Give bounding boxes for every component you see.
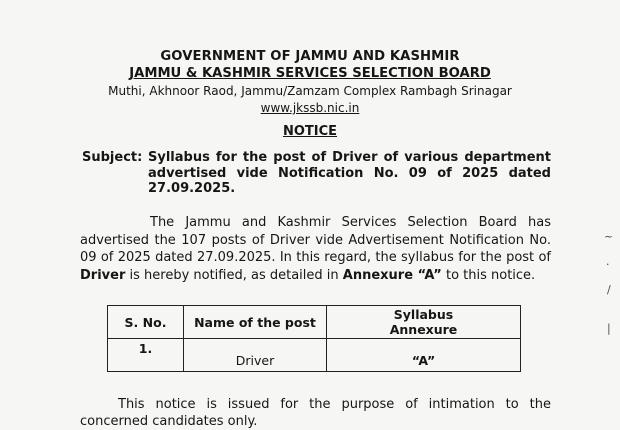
board-heading: JAMMU & KASHMIR SERVICES SELECTION BOARD [129, 66, 491, 81]
margin-mark: ~ [604, 230, 614, 243]
body-text-c: is hereby notified, as detailed in [125, 267, 343, 283]
header-post-name: Name of the post [184, 306, 327, 339]
header-sno: S. No. [108, 306, 184, 339]
header-syllabus-annexure-text: Syllabus Annexure [389, 307, 458, 337]
header-syllabus-annexure [327, 306, 521, 339]
syllabus-table [107, 305, 521, 372]
body-text-a: The Jammu and Kashmir Services Selection Board has advertised the 107 posts of Driver vide Advertisement Notification No. 09 of 2025 dated 27.09.2025. In this regard, the syllabus for the post of [80, 215, 551, 265]
margin-mark: | [607, 322, 611, 335]
closing-text: This notice is issued for the purpose of intimation to the concerned candidates only. [80, 397, 551, 429]
cell-annexure: “A” [327, 339, 521, 372]
govt-heading: GOVERNMENT OF JAMMU AND KASHMIR [160, 49, 460, 64]
table-row [108, 339, 521, 372]
notice-title: NOTICE [282, 124, 338, 139]
subject-label: Subject: [82, 150, 143, 165]
body-text-e: to this notice. [441, 267, 536, 283]
body-post-name: Driver [80, 267, 126, 283]
body-annexure-ref: Annexure “A” [342, 267, 442, 283]
margin-mark: / [607, 283, 611, 296]
board-address: Muthi, Akhnoor Raod, Jammu/Zamzam Complex Rambagh Srinagar [108, 84, 512, 98]
table-header-row [108, 306, 521, 339]
body-paragraph [80, 214, 551, 284]
cell-post: Driver [184, 339, 327, 372]
margin-mark: · [606, 258, 610, 271]
board-website: www.jkssb.nic.in [260, 101, 360, 115]
subject-text: Syllabus for the post of Driver of various department advertised vide Notification No. 09 of 2025 dated 27.09.2025. [148, 150, 551, 196]
cell-sno: 1. [108, 339, 184, 372]
closing-paragraph [80, 396, 551, 430]
